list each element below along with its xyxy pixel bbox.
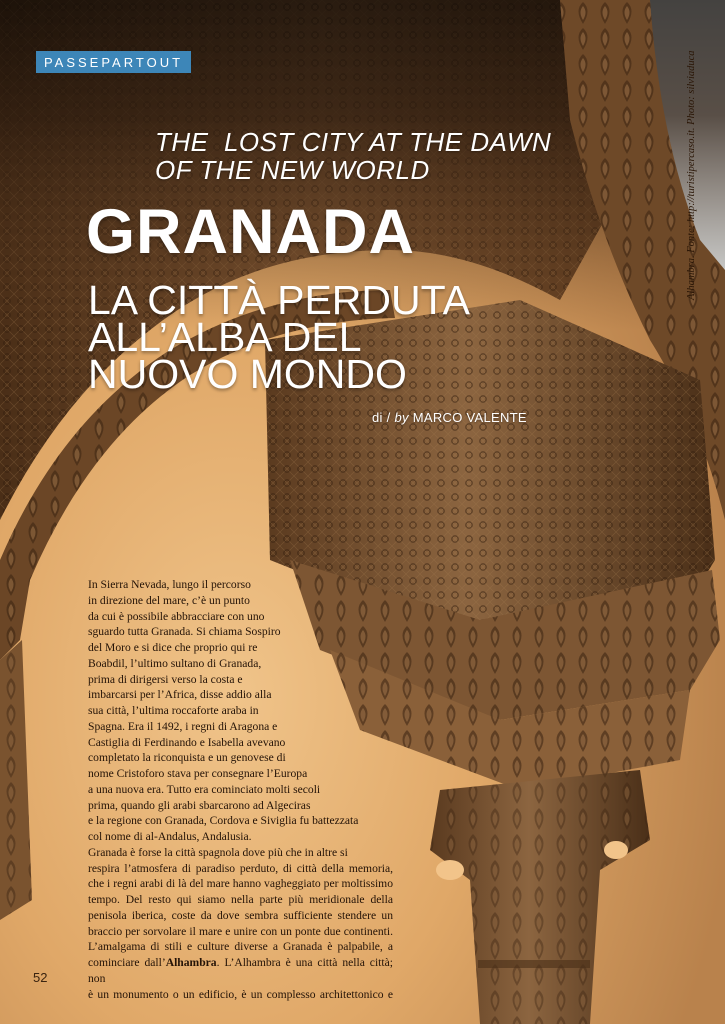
body-line: nome Cristoforo stava per consegnare l’Europa <box>88 767 308 780</box>
body-line: penisola iberica, coste da dove sembra sufficiente stendere un <box>88 908 393 922</box>
body-line: e la regione con Granada, Cordova e Siviglia fu battezzata <box>88 814 359 828</box>
byline-author: MARCO VALENTE <box>408 410 527 425</box>
body-line: che i regni arabi di là del mare hanno vagheggiato per moltissimo <box>88 877 393 891</box>
byline <box>372 410 527 425</box>
photo-credit <box>686 50 698 310</box>
body-line: braccio per sorvolare il mare e unire con un ponte due continenti. <box>88 924 393 938</box>
italian-title-line-2: ALL’ALBA DEL <box>88 314 362 360</box>
main-title: GRANADA <box>86 197 415 267</box>
body-line-text: cominciare dall’ <box>88 956 166 969</box>
alhambra-bold: Alhambra <box>165 956 217 969</box>
italian-title-line-3: NUOVO MONDO <box>88 351 407 397</box>
body-line: è un monumento o un edificio, è un complesso architettonico e <box>88 987 393 1001</box>
body-line: col nome di al-Andalus, Andalusia. <box>88 830 252 843</box>
english-title <box>155 128 595 184</box>
body-line: sguardo tutta Granada. Si chiama Sospiro <box>88 625 281 639</box>
body-line-text: . L’Alhambra è una città nella città; non <box>88 956 393 985</box>
body-line: Boabdil, l’ultimo sultano di Granada, <box>88 656 262 670</box>
body-line: prima, quando gli arabi sbarcarono ad Algeciras <box>88 798 311 812</box>
english-title-line-2: OF THE NEW WORLD <box>155 155 430 185</box>
body-line: del Moro e si dice che proprio qui re <box>88 641 258 654</box>
body-line: imbarcarsi per l’Africa, disse addio alla <box>88 688 272 702</box>
body-line: Spagna. Era il 1492, i regni di Aragona e <box>88 719 278 733</box>
body-line: in direzione del mare, c’è un punto <box>88 593 250 607</box>
body-line: Granada è forse la città spagnola dove più che in altre si <box>88 845 348 859</box>
body-line: completato la riconquista e un genovese di <box>88 751 286 765</box>
body-line: tempo. Del resto qui siamo nella parte più meridionale della <box>88 893 393 906</box>
body-line: respira l’atmosfera di paradiso perduto, di città della memoria, <box>88 861 393 875</box>
italian-title <box>88 277 548 397</box>
body-line <box>88 955 393 987</box>
byline-prefix: di / <box>372 410 395 425</box>
body-line: Castiglia di Ferdinando e Isabella avevano <box>88 735 286 749</box>
photo-credit-text: Alhambra. Fonte: http://turisti​percaso.it. Photo: silviaduca <box>686 50 697 300</box>
body-line: a una nuova era. Tutto era cominciato molti secoli <box>88 782 321 796</box>
body-line: L’amalgama di stili e culture diverse a Granada è palpabile, a <box>88 940 393 954</box>
body-line: da cui è possibile abbracciare con uno <box>88 609 265 623</box>
english-title-line-1: THE LOST CITY AT THE DAWN <box>155 127 552 157</box>
body-line: sua città, l’ultima roccaforte araba in <box>88 704 259 717</box>
byline-by: by <box>394 410 409 425</box>
page-number: 52 <box>33 970 48 985</box>
section-tag: PASSEPARTOUT <box>36 51 191 73</box>
italian-title-line-1: LA CITTÀ PERDUTA <box>88 277 470 323</box>
body-line: prima di dirigersi verso la costa e <box>88 672 243 686</box>
body-line: In Sierra Nevada, lungo il percorso <box>88 578 251 591</box>
article-body <box>88 577 393 1002</box>
